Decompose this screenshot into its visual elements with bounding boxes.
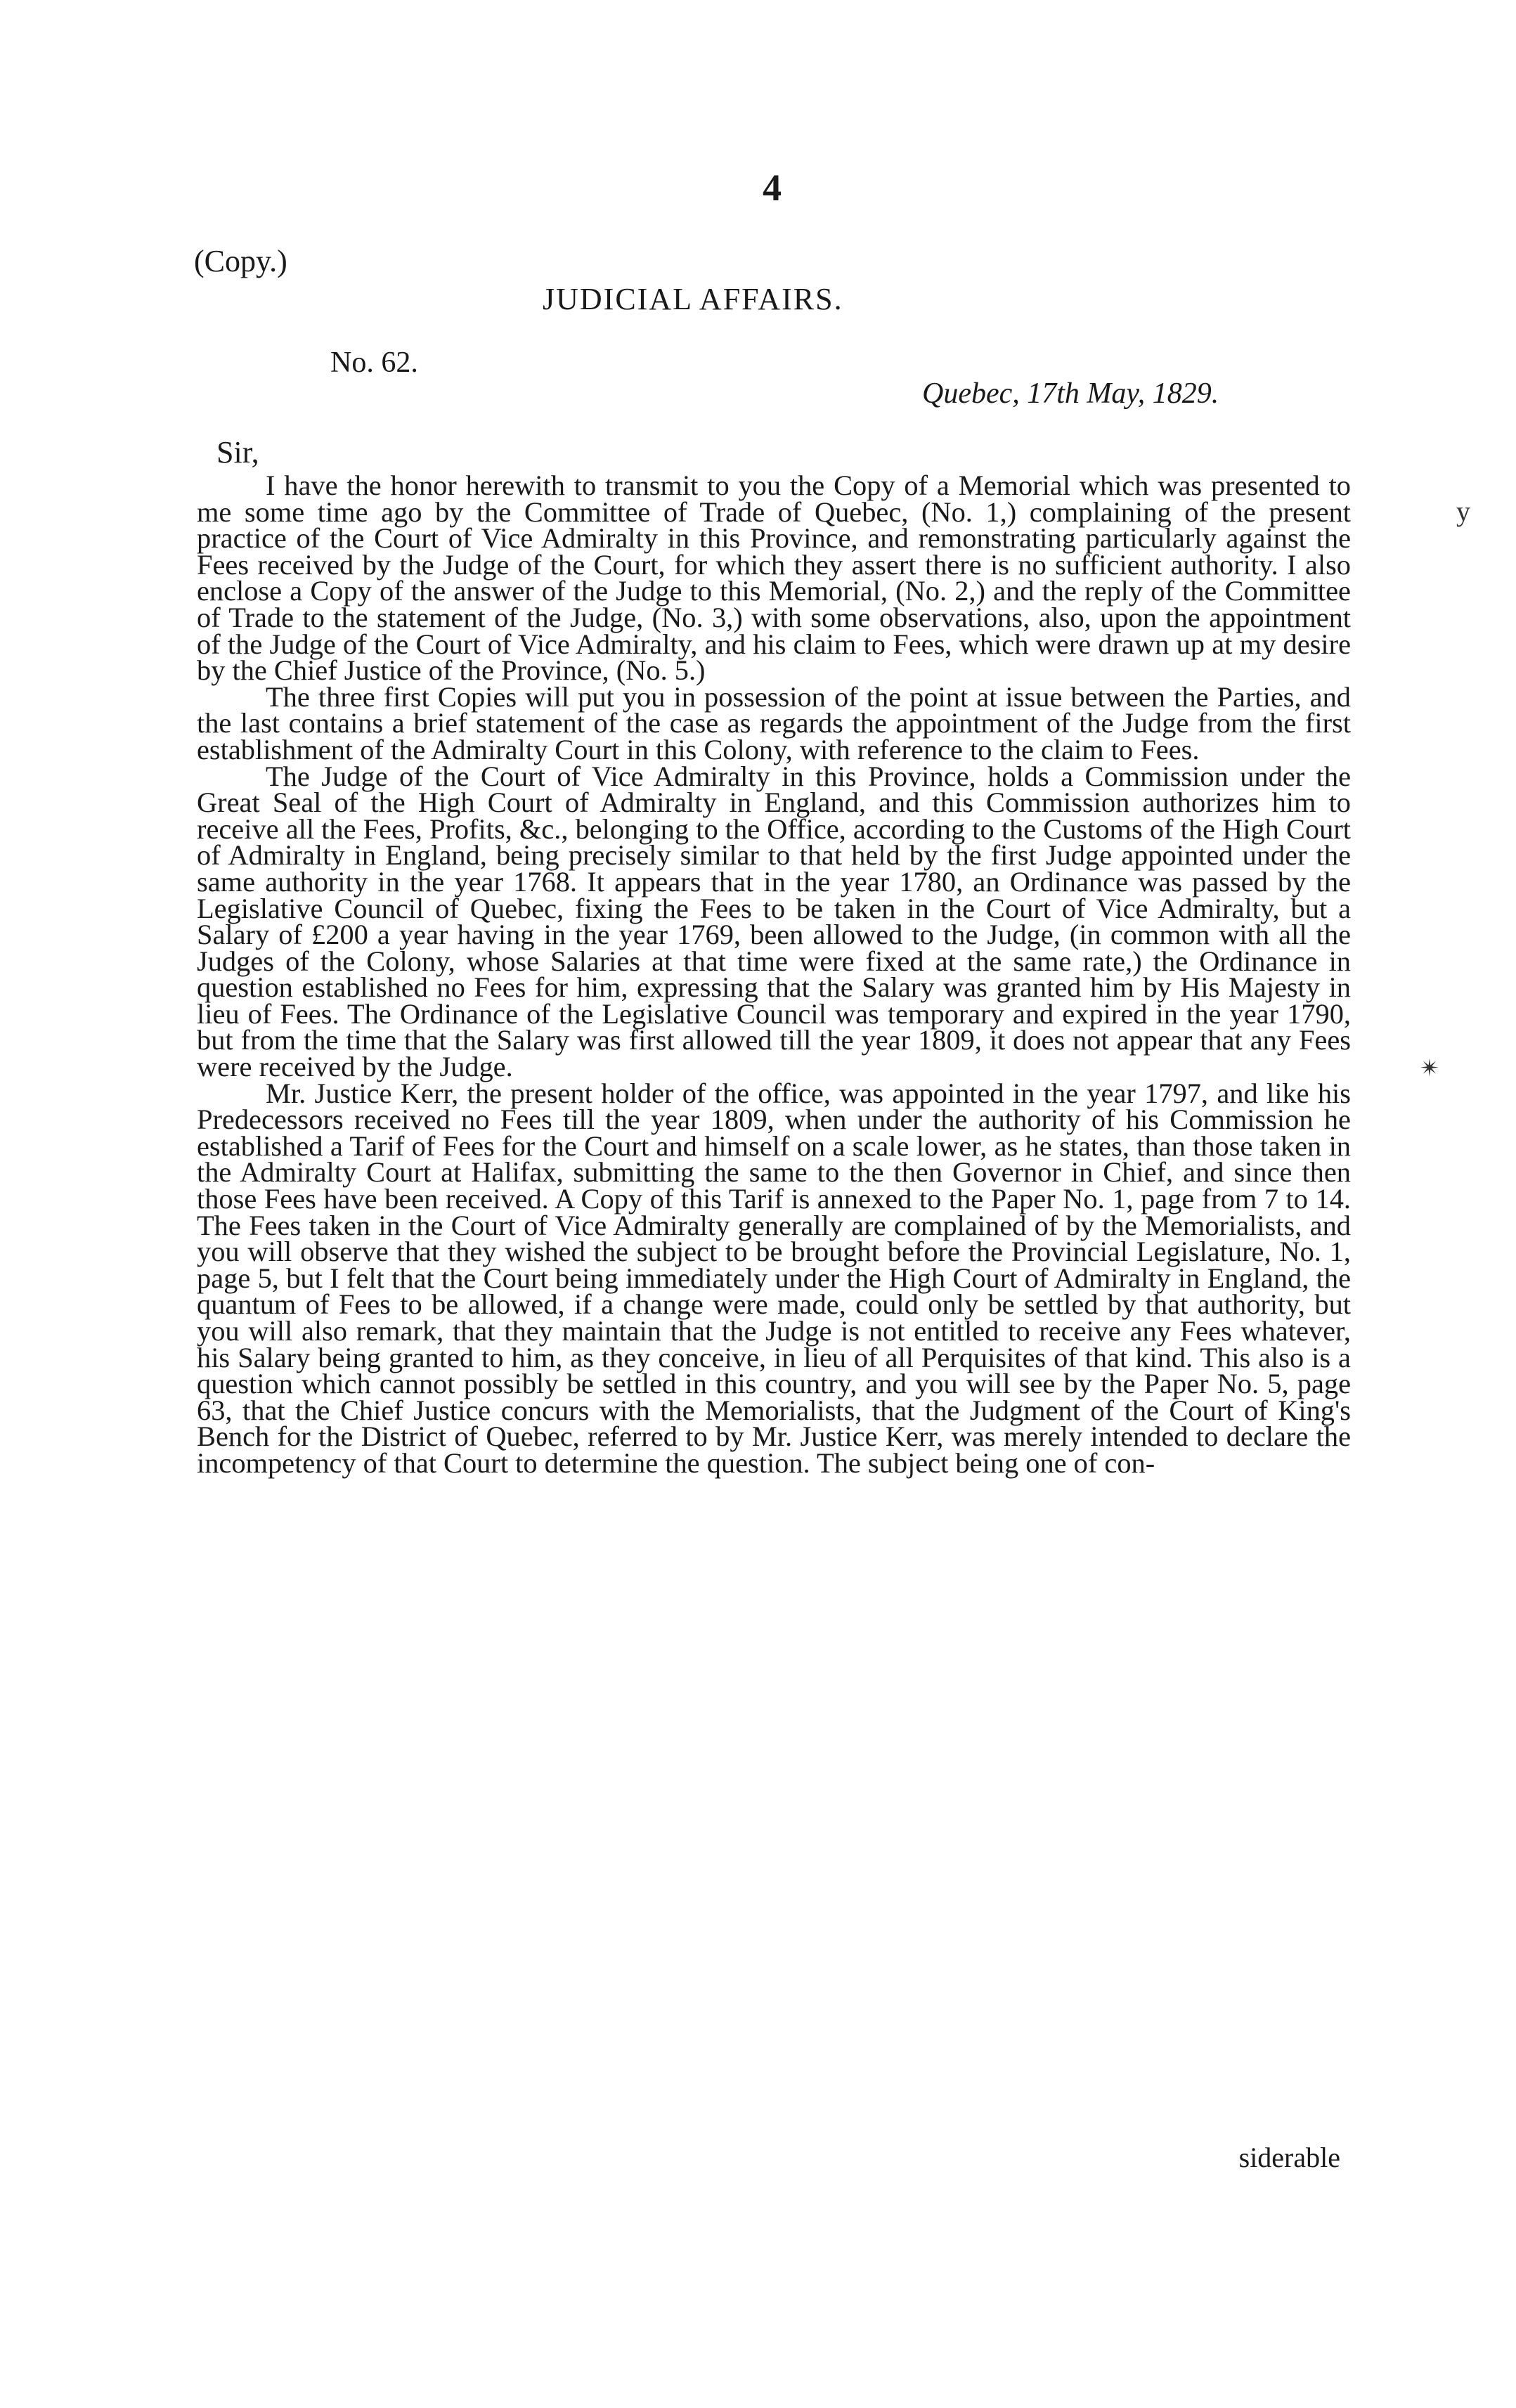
paragraph: Mr. Justice Kerr, the present holder of the office, was appointed in the year 1797, and like his Predecessors received no Fees till the year 1809, when under the authority of his Commission he established a Tarif of Fees for the Court and himself on a scale lower, as he states, than those taken in the Admiralty Court at Halifax, submitting the same to the then Governor in Chief, and since then those Fees have been received. A Copy of this Tarif is annexed to the Paper No. 1, page from 7 to 14. The Fees taken in the Court of Vice Admiralty generally are complained of by the Memorialists, and you will observe that they wished the subject to be brought before the Provincial Legislature, No. 1, page 5, but I felt that the Court being immediately under the High Court of Admiralty in England, the quantum of Fees to be allowed, if a change were made, could only be settled by that authority, but you will also remark, that they maintain that the Judge is not entitled to receive any Fees whatever, his Salary being granted to him, as they conceive, in lieu of all Perquisites of that kind. This also is a question which cannot possibly be settled in this country, and you will see by the Paper No. 5, page 63, that the Chief Justice concurs with the Memorialists, that the Judgment of the Court of King's Bench for the District of Quebec, referred to by Mr. Justice Kerr, was merely intended to declare the incompetency of that Court to determine the question. The subject being one of con- bbox=[197, 1077, 1351, 1479]
paragraph: The three first Copies will put you in possession of the point at issue between the Parties, and the last contains a brief statement of the case as regards the appointment of the Judge from the first establishment of the Admiralty Court in this Colony, with reference to the claim to Fees. bbox=[197, 680, 1351, 765]
letter-body bbox=[197, 472, 1351, 1477]
paragraph: I have the honor herewith to transmit to you the Copy of a Memorial which was presented to me some time ago by the Committee of Trade of Quebec, (No. 1,) complaining of the present practice of the Court of Vice Admiralty in this Province, and remonstrating particularly against the Fees received by the Judge of the Court, for which they assert there is no sufficient authority. I also enclose a Copy of the answer of the Judge to this Memorial, (No. 2,) and the reply of the Committee of Trade to the statement of the Judge, (No. 3,) with some observations, also, upon the appointment of the Judge of the Court of Vice Admiralty, and his claim to Fees, which were drawn up at my desire by the Chief Justice of the Province, (No. 5.) bbox=[197, 470, 1351, 687]
catchword: siderable bbox=[1238, 2142, 1340, 2173]
salutation: Sir, bbox=[216, 435, 259, 470]
page-number: 4 bbox=[763, 167, 782, 209]
margin-mark-icon: ✴ bbox=[1420, 1056, 1440, 1082]
dateline: Quebec, 17th May, 1829. bbox=[922, 377, 1219, 410]
copy-label: (Copy.) bbox=[194, 244, 287, 278]
section-title: JUDICIAL AFFAIRS. bbox=[543, 282, 843, 316]
letter-number: No. 62. bbox=[330, 347, 418, 379]
margin-mark: y bbox=[1456, 496, 1470, 527]
paragraph: The Judge of the Court of Vice Admiralty in this Province, holds a Commission under the Great Seal of the High Court of Admiralty in England, and this Commission authorizes him to receive all the Fees, Profits, &c., belonging to the Office, according to the Customs of the High Court of Admiralty in England, being precisely similar to that held by the first Judge appointed under the same authority in the year 1768. It appears that in the year 1780, an Ordinance was passed by the Legislative Council of Quebec, fixing the Fees to be taken in the Court of Vice Admiralty, but a Salary of £200 a year having in the year 1769, been allowed to the Judge, (in common with all the Judges of the Colony, whose Salaries at that time were fixed at the same rate,) the Ordinance in question established no Fees for him, expressing that the Salary was granted him by His Majesty in lieu of Fees. The Ordinance of the Legislative Council was temporary and expired in the year 1790, but from the time that the Salary was first allowed till the year 1809, it does not appear that any Fees were received by the Judge. bbox=[197, 760, 1351, 1083]
